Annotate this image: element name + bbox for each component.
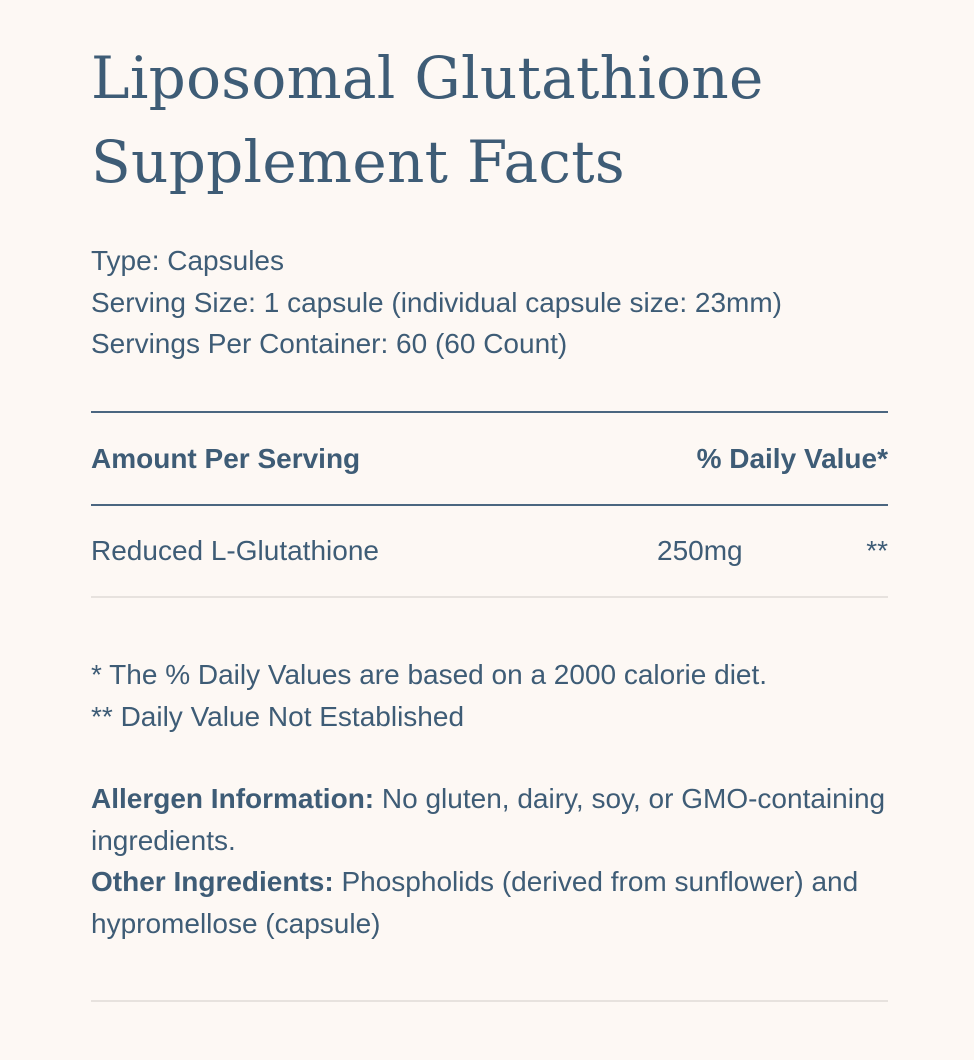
table-header-divider: [91, 504, 888, 506]
servings-per-container: Servings Per Container: 60 (60 Count): [91, 328, 568, 359]
ingredient-amount: 250mg: [657, 535, 743, 566]
allergen-text: No gluten, dairy, soy, or GMO-containing ingredients.: [91, 783, 886, 856]
ingredient-name: Reduced L-Glutathione: [91, 535, 379, 566]
section-bottom-divider: [91, 1000, 888, 1002]
footnote-daily-values: * The % Daily Values are based on a 2000 calorie diet.: [91, 659, 768, 690]
page-title: [91, 36, 888, 204]
ingredient-daily-value: **: [866, 535, 888, 566]
title-line-2: Supplement Facts: [91, 128, 625, 196]
other-ingredients-label: Other Ingredients:: [91, 866, 334, 897]
product-meta: [91, 240, 888, 365]
additional-info: [91, 778, 888, 944]
allergen-label: Allergen Information:: [91, 783, 375, 814]
footnotes: [91, 654, 888, 737]
table-bottom-divider: [91, 596, 888, 598]
other-ingredients: [91, 861, 888, 944]
daily-value-header: % Daily Value*: [696, 443, 888, 474]
table-row: [91, 530, 888, 572]
title-line-1: Liposomal Glutathione: [91, 44, 764, 112]
table-top-divider: [91, 411, 888, 413]
table-header: [91, 438, 888, 480]
allergen-information: [91, 778, 888, 861]
footnote-not-established: ** Daily Value Not Established: [91, 700, 465, 732]
other-ingredients-text: Phospholids (derived from sunflower) and hypromellose (capsule): [91, 866, 859, 939]
amount-per-serving-header: Amount Per Serving: [91, 443, 361, 474]
serving-size: Serving Size: 1 capsule (individual capsule size: 23mm): [91, 286, 782, 318]
product-type: Type: Capsules: [91, 245, 284, 276]
